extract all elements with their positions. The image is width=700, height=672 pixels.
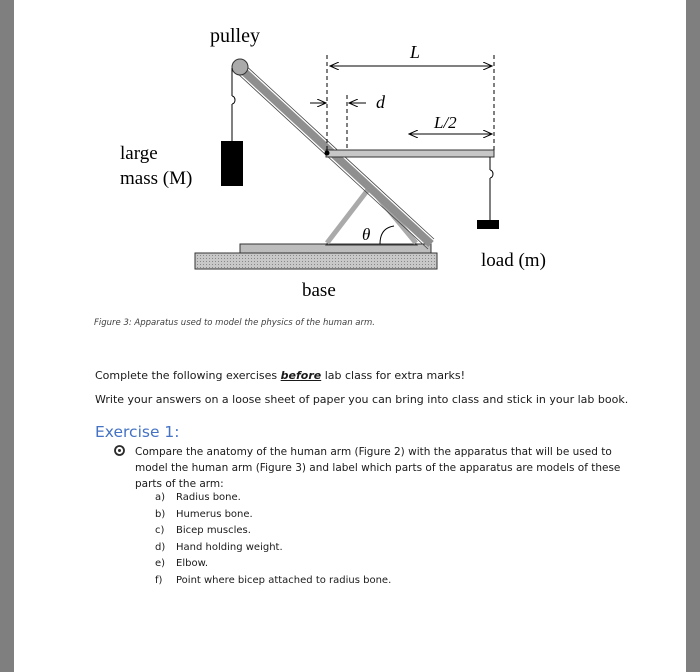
angle-arc xyxy=(380,226,394,244)
intro-line-2: Write your answers on a loose sheet of paper you can bring into class and stick in your lab book. xyxy=(95,393,629,406)
L-half-label: L/2 xyxy=(434,113,457,132)
large-mass-block xyxy=(221,141,243,186)
exercise-instruction: Compare the anatomy of the human arm (Figure 2) with the apparatus that will be used to model the human arm (Figure 3) and label which parts of the apparatus are models of these parts of the arm: xyxy=(135,446,621,490)
intro-line-1-pre: Complete the following exercises xyxy=(95,369,281,382)
item-text: Bicep muscles. xyxy=(176,525,251,537)
item-label: a) xyxy=(155,492,166,503)
item-label: f) xyxy=(155,574,163,586)
exercise-heading: Exercise 1: xyxy=(95,423,180,441)
figure-caption: Figure 3: Apparatus used to model the physics of the human arm. xyxy=(94,318,375,328)
theta-label: θ xyxy=(362,225,371,244)
base-label: base xyxy=(302,280,336,301)
intro-line-1 xyxy=(95,369,465,382)
item-label: c) xyxy=(155,525,165,537)
item-text: Radius bone. xyxy=(176,492,241,503)
document-page xyxy=(14,0,686,672)
intro-line-1-post: lab class for extra marks! xyxy=(321,369,466,382)
item-label: b) xyxy=(155,508,166,520)
apparatus-figure xyxy=(14,0,686,310)
pulley-wheel xyxy=(232,59,248,75)
elbow-joint xyxy=(325,151,330,156)
mass-label: mass (M) xyxy=(120,168,193,189)
L-label: L xyxy=(410,42,421,62)
load-block xyxy=(477,220,499,229)
pulley-label: pulley xyxy=(210,25,260,47)
item-label: d) xyxy=(155,541,166,553)
d-label: d xyxy=(376,92,385,112)
item-text: Hand holding weight. xyxy=(176,541,283,553)
base-block xyxy=(195,253,437,269)
item-label: e) xyxy=(155,558,166,570)
large-label: large xyxy=(120,143,158,164)
item-text: Elbow. xyxy=(176,558,209,570)
intro-line-1-emphasis: before xyxy=(280,369,322,382)
load-label: load (m) xyxy=(481,250,546,271)
bullet-icon xyxy=(114,445,125,456)
forearm-bar xyxy=(326,150,494,157)
item-text: Humerus bone. xyxy=(176,508,253,520)
item-text: Point where bicep attached to radius bone. xyxy=(176,574,392,586)
